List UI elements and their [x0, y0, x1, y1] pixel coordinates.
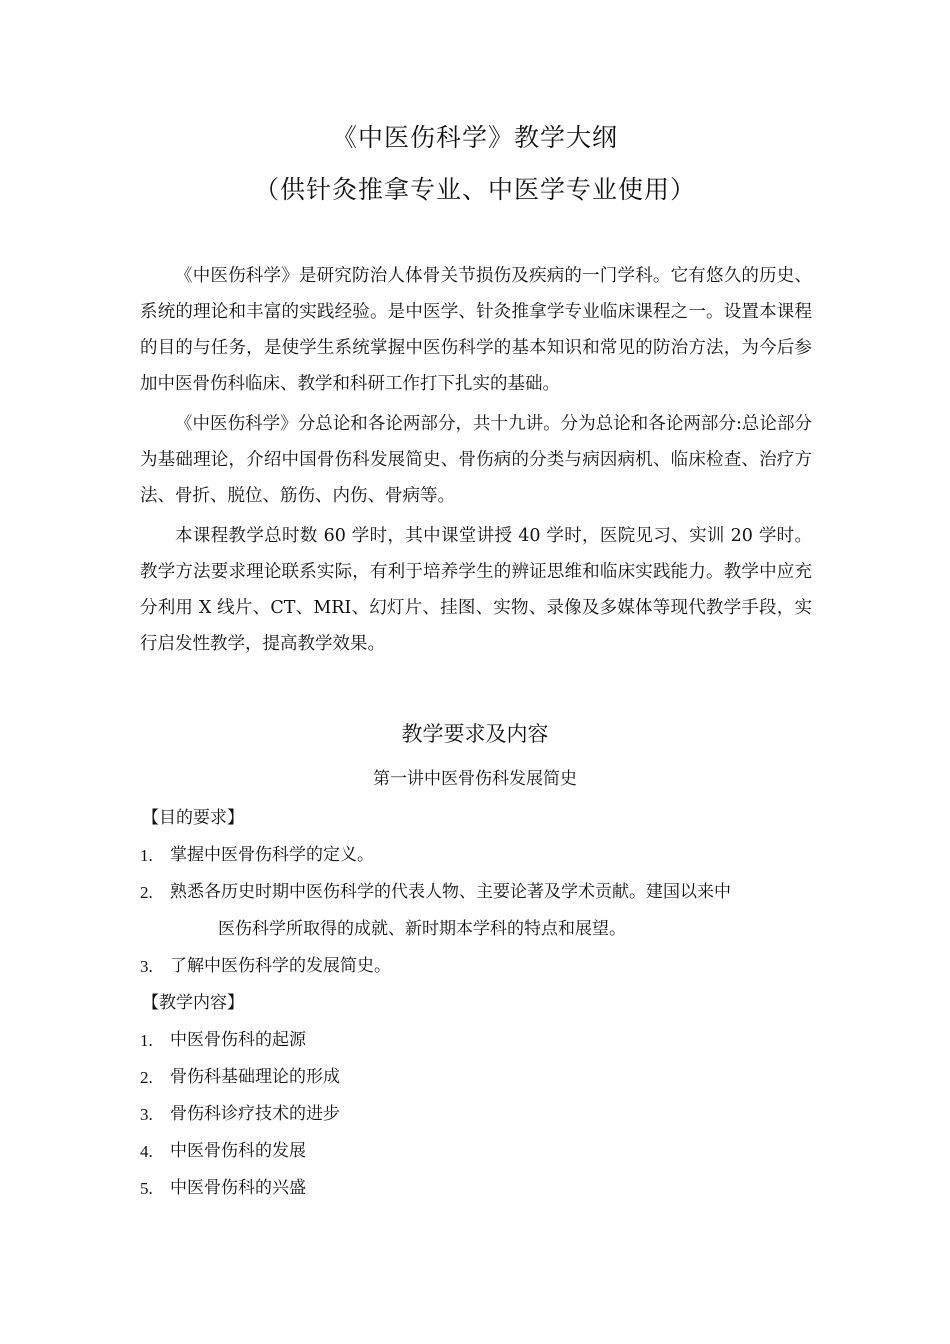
intro-paragraph: 《中医伤科学》是研究防治人体骨关节损伤及疾病的一门学科。它有悠久的历史、系统的理论和丰富的实践经验。是中医学、针灸推拿学专业临床课程之一。设置本课程的目的与任务，是使学生系统掌握中医伤科学的基本知识和常见的防治方法，为今后参加中医骨伤科临床、教学和科研工作打下扎实的基础。 [140, 266, 812, 394]
objective-text-wrapper [170, 874, 820, 948]
objective-number: 1. [140, 846, 153, 865]
section-title: 教学要求及内容 [401, 722, 549, 746]
content-text: 骨伤科基础理论的形成 [170, 1067, 340, 1087]
content-text: 骨伤科诊疗技术的进步 [170, 1104, 340, 1124]
document-title: 《中医伤科学》教学大纲 [331, 123, 618, 152]
content-number: 4. [140, 1142, 153, 1161]
content-item [140, 1170, 820, 1207]
content-item [140, 1022, 820, 1059]
content-item [140, 1133, 820, 1170]
intro-paragraph: 《中医伤科学》分总论和各论两部分，共十九讲。分为总论和各论两部分:总论部分为基础理论，介绍中国骨伤科发展简史、骨伤病的分类与病因病机、临床检查、治疗方法、骨折、脱位、筋伤、内伤、骨病等。 [140, 414, 812, 506]
content-item [140, 1059, 820, 1096]
objective-number: 3. [140, 957, 153, 976]
content-number: 1. [140, 1031, 153, 1050]
objective-item [140, 837, 820, 874]
objective-text-continued: 医伤科学所取得的成就、新时期本学科的特点和展望。 [218, 919, 626, 939]
intro-paragraph: 本课程教学总时数 60 学时，其中课堂讲授 40 学时，医院见习、实训 20 学时。教学方法要求理论联系实际，有利于培养学生的辨证思维和临床实践能力。教学中应充分利用 X 线片、CT、MRI、幻灯片、挂图、实物、录像及多媒体等现代教学手段，实行启发性教学，提高教学效果。 [140, 526, 812, 654]
content-heading: 【教学内容】 [142, 993, 244, 1013]
content-number: 5. [140, 1179, 153, 1198]
objective-text: 掌握中医骨伤科学的定义。 [170, 845, 374, 865]
document-subtitle: （供针灸推拿专业、中医学专业使用） [253, 175, 696, 204]
objective-text: 熟悉各历史时期中医伤科学的代表人物、主要论著及学术贡献。建国以来中 [170, 882, 731, 902]
lecture-body [140, 800, 820, 1207]
content-number: 3. [140, 1105, 153, 1124]
content-text: 中医骨伤科的兴盛 [170, 1178, 306, 1198]
intro-section [140, 258, 812, 666]
content-text: 中医骨伤科的发展 [170, 1141, 306, 1161]
objective-number: 2. [140, 883, 153, 902]
objective-item [140, 948, 820, 985]
objectives-heading: 【目的要求】 [142, 808, 244, 828]
content-number: 2. [140, 1068, 153, 1087]
content-item [140, 1096, 820, 1133]
lecture-title: 第一讲中医骨伤科发展简史 [373, 769, 577, 789]
content-text: 中医骨伤科的起源 [170, 1030, 306, 1050]
objective-item [140, 874, 820, 948]
objective-text: 了解中医伤科学的发展简史。 [170, 956, 391, 976]
